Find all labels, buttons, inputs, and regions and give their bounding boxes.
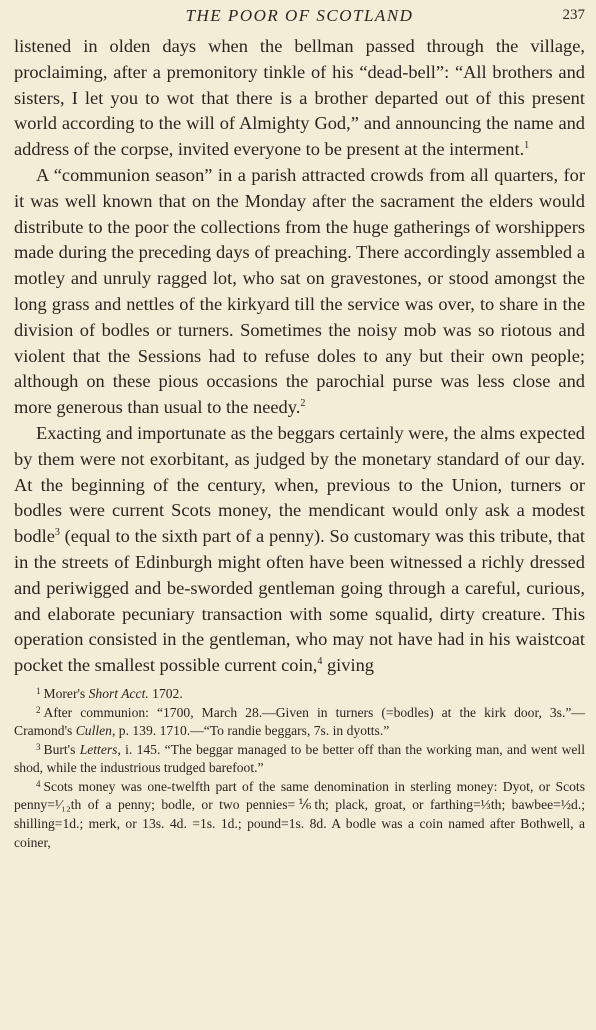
footnote-3 bbox=[14, 741, 585, 778]
footnote-1-text-b: 1702. bbox=[148, 685, 183, 701]
footnote-1-text-a: Morer's bbox=[43, 685, 89, 701]
footnote-ref-4: 4 bbox=[317, 656, 323, 668]
book-page bbox=[14, 0, 585, 852]
footnote-ref-3: 3 bbox=[54, 527, 60, 539]
footnote-4-text: Scots money was one-twelfth part of the same denomination in sterling money: Dyot, or Scots penny=¹⁄₁₂th of a penny; bodle, or two pennies=⅙th; plack, groat, or farthing=⅓th; bawbee=½d.; shilling=1d.; merk, or 13s. 4d. =1s. 1d.; pound=1s. 8d. A bodle was a coin named after Bothwell, a coiner, bbox=[14, 778, 585, 850]
footnote-ref-1: 1 bbox=[524, 140, 530, 152]
footnote-2 bbox=[14, 704, 585, 741]
paragraph-2 bbox=[14, 163, 585, 421]
page-header bbox=[14, 0, 585, 34]
footnote-1-mark: 1 bbox=[36, 685, 41, 696]
body-text bbox=[14, 34, 585, 679]
footnote-2-text-b: , p. 139. 1710.—“To randie beggars, 7s. in dyotts.” bbox=[111, 723, 390, 739]
footnote-4 bbox=[14, 778, 585, 852]
paragraph-1 bbox=[14, 34, 585, 163]
footnotes bbox=[14, 685, 585, 852]
running-title: THE POOR OF SCOTLAND bbox=[185, 6, 414, 25]
footnote-3-title: Letters bbox=[79, 741, 118, 757]
page-number: 237 bbox=[562, 7, 585, 23]
footnote-3-text-a: Burt's bbox=[43, 741, 80, 757]
paragraph-3-text-a: Exacting and importunate as the beggars certainly were, the alms expected by them were not exorbitant, as judged by the monetary standard of our day. At the beginning of the century, when, previous to the Union, turners or bodles were current Scots money, the mendicant would only ask a modest bodle bbox=[14, 422, 585, 547]
footnote-3-mark: 3 bbox=[36, 741, 41, 752]
footnote-2-mark: 2 bbox=[36, 704, 41, 715]
footnote-3-text-b: , i. 145. “The beggar managed to be better off than the working man, and went well shod, while the industrious trudged barefoot.” bbox=[14, 741, 585, 776]
paragraph-3-text-b: (equal to the sixth part of a penny). So customary was this tribute, that in the streets of Edinburgh might often have been witnessed a richly dressed and periwigged and be-sworded gentleman going through a careful, curious, and elaborate pecuniary transaction with some squalid, dirty creature. This operation consisted in the gentleman, who may not have had in his waistcoat pocket the smallest possible current coin, bbox=[14, 526, 585, 676]
paragraph-3-text-c: giving bbox=[322, 655, 374, 676]
footnote-ref-2: 2 bbox=[300, 398, 306, 410]
footnote-2-title: Cullen bbox=[75, 723, 112, 739]
footnote-4-mark: 4 bbox=[36, 778, 41, 789]
footnote-2-text-a: After communion: “1700, March 28.—Given in turners (=bodles) at the kirk door, 3s.”—Cramond's bbox=[14, 704, 585, 739]
paragraph-3 bbox=[14, 421, 585, 679]
footnote-1-title: Short Acct. bbox=[88, 685, 149, 701]
footnote-1 bbox=[14, 685, 585, 704]
paragraph-2-text: A “communion season” in a parish attracted crowds from all quarters, for it was well known that on the Monday after the sacrament the elders would distribute to the poor the collections from the huge gatherings of worshippers made during the preceding days of preaching. There accordingly assembled a motley and unruly ragged lot, who sat on gravestones, or stood amongst the long grass and nettles of the kirkyard till the service was over, to share in the division of bodles or turners. Sometimes the noisy mob was so riotous and violent that the Sessions had to refuse doles to any but their own people; although on these pious occasions the parochial purse was less close and more generous than usual to the needy. bbox=[14, 164, 585, 418]
paragraph-1-text: listened in olden days when the bellman passed through the village, proclaiming, after a premonitory tinkle of his “dead-bell”: “All brothers and sisters, I let you to wot that there is a brother departed out of this present world according to the will of Almighty God,” and announcing the name and address of the corpse, invited everyone to be present at the interment. bbox=[14, 36, 585, 160]
